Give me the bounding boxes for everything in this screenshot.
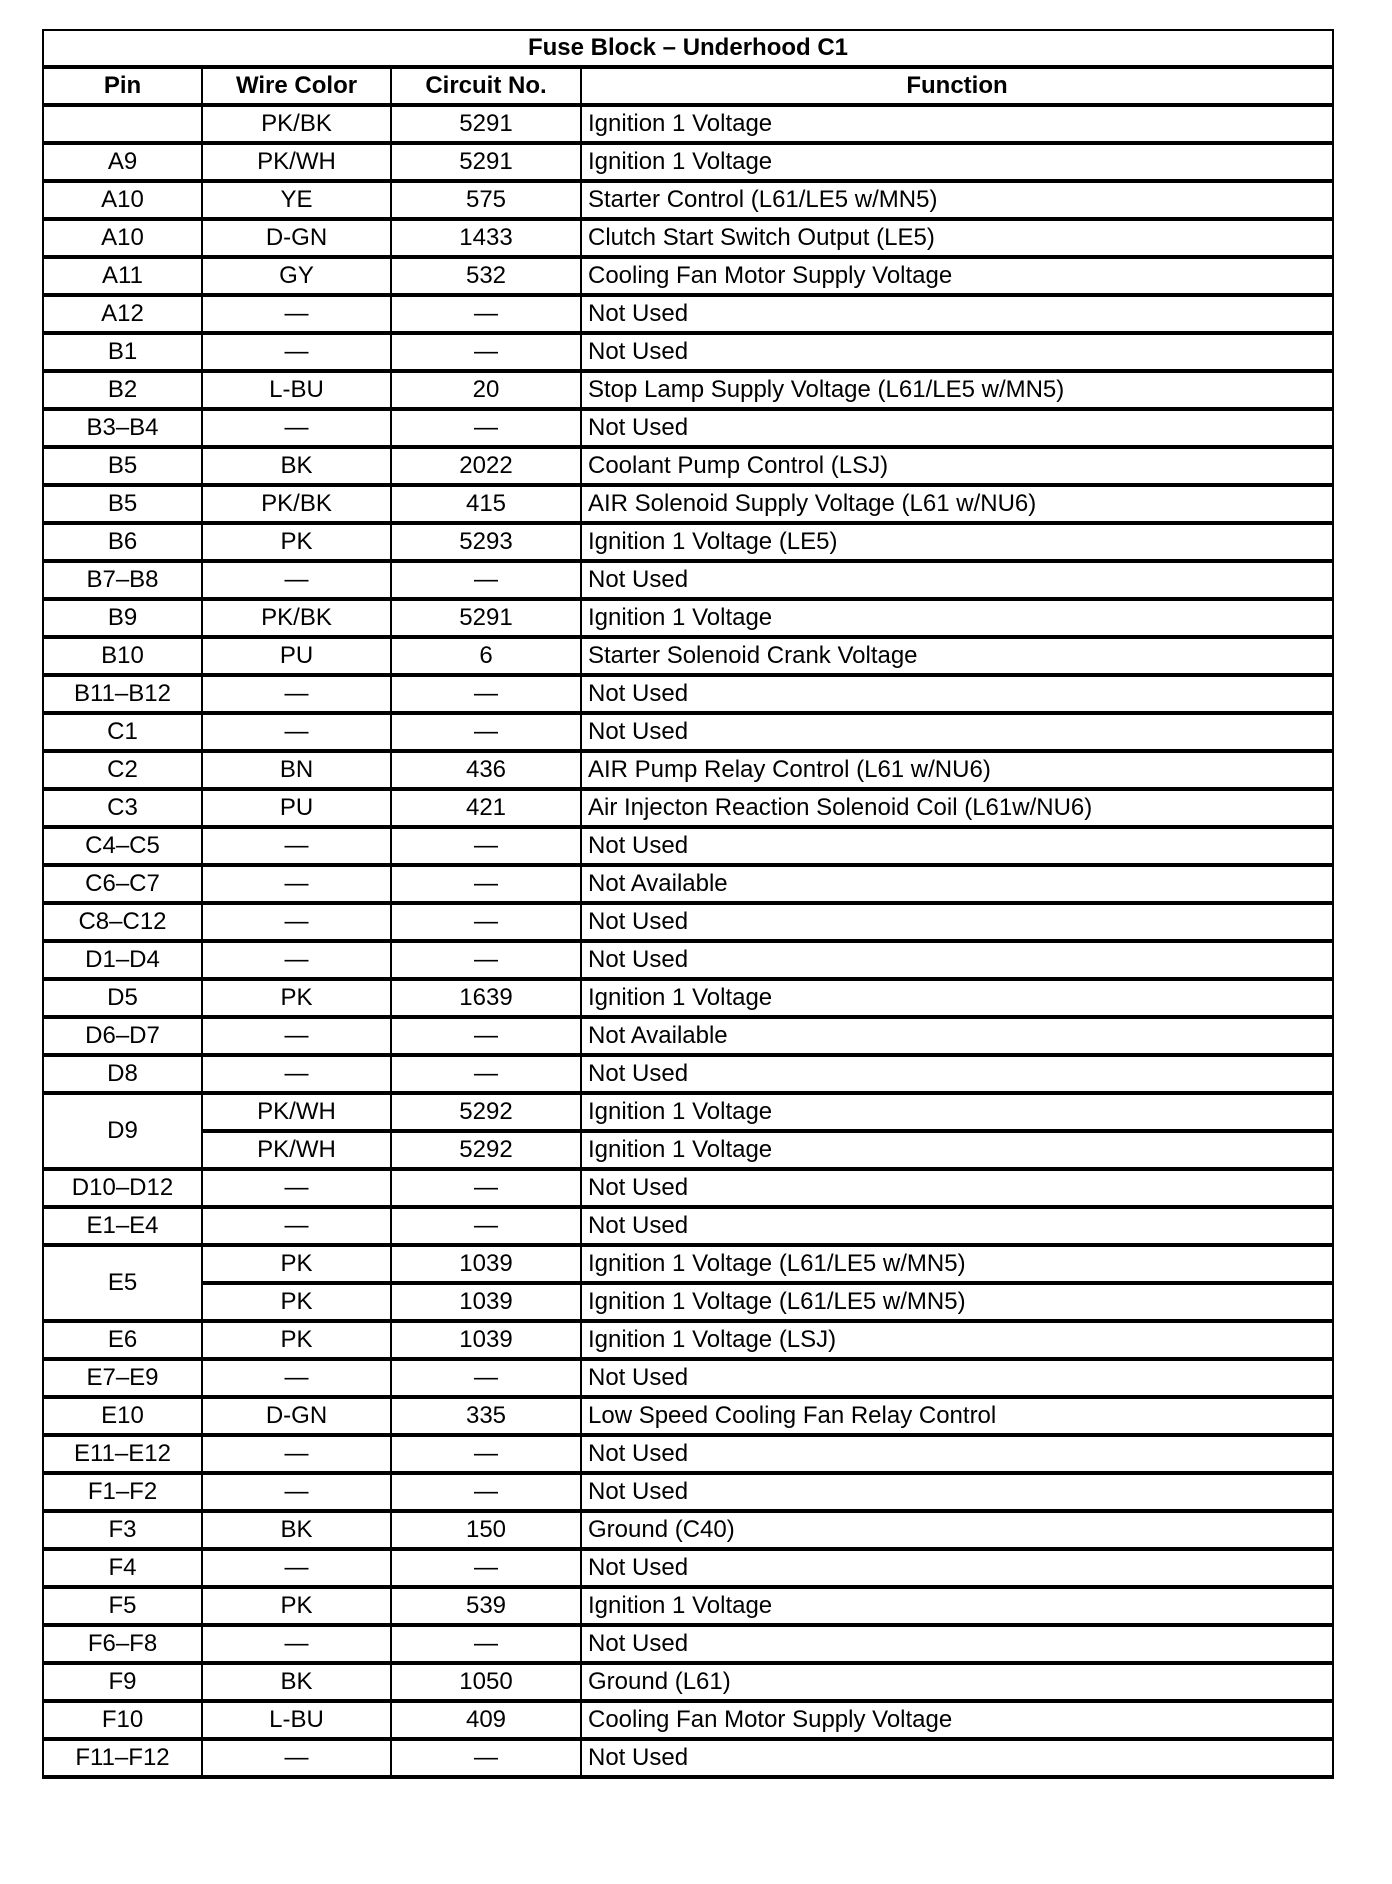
wire-color-cell: — <box>202 1169 391 1207</box>
pin-cell: B10 <box>43 637 202 675</box>
pin-cell: E5 <box>43 1245 202 1321</box>
wire-color-cell: GY <box>202 257 391 295</box>
function-cell: Ground (L61) <box>581 1663 1333 1701</box>
table-row <box>43 257 1333 295</box>
wire-color-cell: PK/BK <box>202 105 391 143</box>
pin-cell: E11–E12 <box>43 1435 202 1473</box>
wire-color-cell: BN <box>202 751 391 789</box>
wire-color-cell: PK <box>202 523 391 561</box>
pin-cell: F5 <box>43 1587 202 1625</box>
pin-cell: B5 <box>43 447 202 485</box>
wire-color-cell: YE <box>202 181 391 219</box>
function-cell: Ignition 1 Voltage <box>581 1093 1333 1131</box>
table-row <box>43 1739 1333 1777</box>
table-row <box>43 1397 1333 1435</box>
table-row <box>43 903 1333 941</box>
table-row <box>43 409 1333 447</box>
circuit-no-cell: — <box>391 1549 581 1587</box>
table-row <box>43 865 1333 903</box>
pin-cell: F3 <box>43 1511 202 1549</box>
table-row <box>43 979 1333 1017</box>
table-row <box>43 1093 1333 1131</box>
pin-cell: F10 <box>43 1701 202 1739</box>
function-cell: Cooling Fan Motor Supply Voltage <box>581 1701 1333 1739</box>
wire-color-cell: — <box>202 333 391 371</box>
table-row <box>43 1625 1333 1663</box>
wire-color-cell: — <box>202 409 391 447</box>
pin-cell: B11–B12 <box>43 675 202 713</box>
circuit-no-cell: 1039 <box>391 1245 581 1283</box>
wire-color-cell: — <box>202 1739 391 1777</box>
pin-cell: B2 <box>43 371 202 409</box>
pin-cell: D1–D4 <box>43 941 202 979</box>
pin-cell: E6 <box>43 1321 202 1359</box>
wire-color-cell: L-BU <box>202 1701 391 1739</box>
circuit-no-cell: — <box>391 1625 581 1663</box>
function-cell: Starter Control (L61/LE5 w/MN5) <box>581 181 1333 219</box>
wire-color-cell: BK <box>202 1663 391 1701</box>
table-row <box>43 1663 1333 1701</box>
circuit-no-cell: 1050 <box>391 1663 581 1701</box>
pin-cell: A9 <box>43 143 202 181</box>
table-row <box>43 1055 1333 1093</box>
circuit-no-cell: 409 <box>391 1701 581 1739</box>
circuit-no-cell: 6 <box>391 637 581 675</box>
wire-color-cell: PK/WH <box>202 143 391 181</box>
table-row <box>43 713 1333 751</box>
circuit-no-cell: — <box>391 561 581 599</box>
function-cell: Cooling Fan Motor Supply Voltage <box>581 257 1333 295</box>
function-cell: Not Used <box>581 1055 1333 1093</box>
pin-cell <box>43 105 202 143</box>
wire-color-cell: — <box>202 1207 391 1245</box>
pin-cell: A10 <box>43 181 202 219</box>
circuit-no-cell: 5292 <box>391 1093 581 1131</box>
function-cell: Not Used <box>581 1169 1333 1207</box>
function-cell: Ignition 1 Voltage <box>581 979 1333 1017</box>
table-row <box>43 1131 1333 1169</box>
circuit-no-cell: 5291 <box>391 143 581 181</box>
wire-color-cell: BK <box>202 1511 391 1549</box>
table-row <box>43 1245 1333 1283</box>
pin-cell: D6–D7 <box>43 1017 202 1055</box>
wire-color-cell: PU <box>202 637 391 675</box>
wire-color-cell: PK/WH <box>202 1131 391 1169</box>
table-row <box>43 1473 1333 1511</box>
function-cell: Ignition 1 Voltage <box>581 1131 1333 1169</box>
circuit-no-cell: 532 <box>391 257 581 295</box>
wire-color-cell: PK <box>202 1283 391 1321</box>
wire-color-cell: D-GN <box>202 1397 391 1435</box>
pin-header: Pin <box>43 67 202 105</box>
table-row <box>43 1321 1333 1359</box>
circuit-no-cell: 2022 <box>391 447 581 485</box>
table-row <box>43 827 1333 865</box>
table-row <box>43 1017 1333 1055</box>
function-cell: Starter Solenoid Crank Voltage <box>581 637 1333 675</box>
wire-color-cell: PU <box>202 789 391 827</box>
table-row <box>43 485 1333 523</box>
circuit-no-cell: 415 <box>391 485 581 523</box>
circuit-no-cell: — <box>391 1017 581 1055</box>
function-cell: Not Used <box>581 675 1333 713</box>
circuit-no-cell: — <box>391 1473 581 1511</box>
wire-color-cell: L-BU <box>202 371 391 409</box>
circuit-no-cell: 1039 <box>391 1321 581 1359</box>
table-title: Fuse Block – Underhood C1 <box>43 30 1333 67</box>
circuit-no-cell: — <box>391 827 581 865</box>
wire-color-cell: — <box>202 941 391 979</box>
function-cell: Not Used <box>581 333 1333 371</box>
circuit-no-cell: — <box>391 1207 581 1245</box>
function-header: Function <box>581 67 1333 105</box>
pin-cell: B7–B8 <box>43 561 202 599</box>
table-row <box>43 1511 1333 1549</box>
pin-cell: A10 <box>43 219 202 257</box>
circuit-no-cell: — <box>391 333 581 371</box>
circuit-no-cell: 335 <box>391 1397 581 1435</box>
circuit-no-cell: — <box>391 409 581 447</box>
wire-color-cell: — <box>202 903 391 941</box>
wire-color-cell: PK/BK <box>202 485 391 523</box>
function-cell: Not Used <box>581 713 1333 751</box>
table-row <box>43 599 1333 637</box>
function-cell: Ignition 1 Voltage (LE5) <box>581 523 1333 561</box>
wire-color-cell: BK <box>202 447 391 485</box>
function-cell: Not Used <box>581 1435 1333 1473</box>
wire-color-cell: — <box>202 1625 391 1663</box>
pin-cell: F11–F12 <box>43 1739 202 1777</box>
function-cell: Ignition 1 Voltage <box>581 1587 1333 1625</box>
pin-cell: F1–F2 <box>43 1473 202 1511</box>
pin-cell: F6–F8 <box>43 1625 202 1663</box>
function-cell: Not Used <box>581 1625 1333 1663</box>
circuit-no-cell: — <box>391 1169 581 1207</box>
table-row <box>43 637 1333 675</box>
circuit-no-cell: 20 <box>391 371 581 409</box>
pin-cell: D10–D12 <box>43 1169 202 1207</box>
circuit-no-cell: — <box>391 713 581 751</box>
table-row <box>43 675 1333 713</box>
pin-cell: B1 <box>43 333 202 371</box>
circuit-no-cell: — <box>391 1055 581 1093</box>
function-cell: Ignition 1 Voltage <box>581 599 1333 637</box>
wire-color-cell: PK <box>202 1245 391 1283</box>
table-row <box>43 1701 1333 1739</box>
function-cell: Not Used <box>581 1549 1333 1587</box>
circuit-no-cell: 436 <box>391 751 581 789</box>
table-row <box>43 447 1333 485</box>
pin-cell: C4–C5 <box>43 827 202 865</box>
wire-color-cell: — <box>202 713 391 751</box>
table-row <box>43 371 1333 409</box>
wire-color-cell: — <box>202 1359 391 1397</box>
function-cell: Ignition 1 Voltage (LSJ) <box>581 1321 1333 1359</box>
function-cell: Not Used <box>581 295 1333 333</box>
pin-cell: B5 <box>43 485 202 523</box>
pin-cell: F4 <box>43 1549 202 1587</box>
wire-color-cell: — <box>202 827 391 865</box>
pin-cell: A11 <box>43 257 202 295</box>
table-row <box>43 333 1333 371</box>
table-body <box>43 105 1333 1777</box>
function-cell: Not Available <box>581 865 1333 903</box>
circuit-no-cell: 421 <box>391 789 581 827</box>
circuit-no-cell: — <box>391 1739 581 1777</box>
pin-cell: E10 <box>43 1397 202 1435</box>
function-cell: Low Speed Cooling Fan Relay Control <box>581 1397 1333 1435</box>
circuit-no-cell: 1039 <box>391 1283 581 1321</box>
table-row <box>43 1359 1333 1397</box>
table-row <box>43 1549 1333 1587</box>
table-row <box>43 181 1333 219</box>
circuit-no-cell: — <box>391 1435 581 1473</box>
table-row <box>43 1283 1333 1321</box>
circuit-no-cell: 5292 <box>391 1131 581 1169</box>
function-cell: Not Used <box>581 409 1333 447</box>
pin-cell: F9 <box>43 1663 202 1701</box>
pin-cell: B9 <box>43 599 202 637</box>
pin-cell: C6–C7 <box>43 865 202 903</box>
circuit-no-cell: — <box>391 1359 581 1397</box>
pin-cell: C1 <box>43 713 202 751</box>
pin-cell: C8–C12 <box>43 903 202 941</box>
table-row <box>43 789 1333 827</box>
pin-cell: E7–E9 <box>43 1359 202 1397</box>
pin-cell: D5 <box>43 979 202 1017</box>
table-row <box>43 1207 1333 1245</box>
circuit-no-header: Circuit No. <box>391 67 581 105</box>
pin-cell: B3–B4 <box>43 409 202 447</box>
function-cell: Ignition 1 Voltage (L61/LE5 w/MN5) <box>581 1245 1333 1283</box>
function-cell: AIR Pump Relay Control (L61 w/NU6) <box>581 751 1333 789</box>
circuit-no-cell: 150 <box>391 1511 581 1549</box>
function-cell: Not Available <box>581 1017 1333 1055</box>
circuit-no-cell: — <box>391 865 581 903</box>
function-cell: Not Used <box>581 1359 1333 1397</box>
wire-color-cell: — <box>202 1055 391 1093</box>
circuit-no-cell: 5293 <box>391 523 581 561</box>
circuit-no-cell: — <box>391 941 581 979</box>
table-row <box>43 143 1333 181</box>
pin-cell: E1–E4 <box>43 1207 202 1245</box>
pin-cell: C3 <box>43 789 202 827</box>
fuse-block-table <box>42 29 1334 1779</box>
function-cell: Ignition 1 Voltage <box>581 105 1333 143</box>
function-cell: Not Used <box>581 941 1333 979</box>
wire-color-cell: — <box>202 865 391 903</box>
table-row <box>43 1435 1333 1473</box>
function-cell: Not Used <box>581 903 1333 941</box>
function-cell: Clutch Start Switch Output (LE5) <box>581 219 1333 257</box>
wire-color-cell: — <box>202 1017 391 1055</box>
table-row <box>43 1587 1333 1625</box>
wire-color-cell: — <box>202 561 391 599</box>
function-cell: Not Used <box>581 1207 1333 1245</box>
function-cell: Ground (C40) <box>581 1511 1333 1549</box>
function-cell: Stop Lamp Supply Voltage (L61/LE5 w/MN5) <box>581 371 1333 409</box>
table-row <box>43 295 1333 333</box>
wire-color-cell: — <box>202 1549 391 1587</box>
circuit-no-cell: — <box>391 675 581 713</box>
pin-cell: D9 <box>43 1093 202 1169</box>
function-cell: Not Used <box>581 561 1333 599</box>
wire-color-cell: D-GN <box>202 219 391 257</box>
table-title-row <box>43 30 1333 67</box>
pin-cell: B6 <box>43 523 202 561</box>
circuit-no-cell: 1639 <box>391 979 581 1017</box>
wire-color-cell: PK/BK <box>202 599 391 637</box>
circuit-no-cell: — <box>391 295 581 333</box>
circuit-no-cell: — <box>391 903 581 941</box>
wire-color-header: Wire Color <box>202 67 391 105</box>
pin-cell: A12 <box>43 295 202 333</box>
wire-color-cell: PK <box>202 1321 391 1359</box>
table-row <box>43 1169 1333 1207</box>
circuit-no-cell: 5291 <box>391 599 581 637</box>
table-row <box>43 561 1333 599</box>
table-header-row <box>43 67 1333 105</box>
function-cell: Coolant Pump Control (LSJ) <box>581 447 1333 485</box>
function-cell: AIR Solenoid Supply Voltage (L61 w/NU6) <box>581 485 1333 523</box>
table-row <box>43 105 1333 143</box>
function-cell: Not Used <box>581 1739 1333 1777</box>
function-cell: Air Injecton Reaction Solenoid Coil (L61w/NU6) <box>581 789 1333 827</box>
circuit-no-cell: 575 <box>391 181 581 219</box>
circuit-no-cell: 1433 <box>391 219 581 257</box>
table-row <box>43 219 1333 257</box>
table-row <box>43 523 1333 561</box>
wire-color-cell: — <box>202 295 391 333</box>
circuit-no-cell: 539 <box>391 1587 581 1625</box>
wire-color-cell: PK/WH <box>202 1093 391 1131</box>
function-cell: Ignition 1 Voltage (L61/LE5 w/MN5) <box>581 1283 1333 1321</box>
table-row <box>43 751 1333 789</box>
function-cell: Not Used <box>581 1473 1333 1511</box>
table-row <box>43 941 1333 979</box>
circuit-no-cell: 5291 <box>391 105 581 143</box>
pin-cell: C2 <box>43 751 202 789</box>
wire-color-cell: PK <box>202 1587 391 1625</box>
wire-color-cell: PK <box>202 979 391 1017</box>
function-cell: Ignition 1 Voltage <box>581 143 1333 181</box>
wire-color-cell: — <box>202 675 391 713</box>
wire-color-cell: — <box>202 1435 391 1473</box>
wire-color-cell: — <box>202 1473 391 1511</box>
pin-cell: D8 <box>43 1055 202 1093</box>
function-cell: Not Used <box>581 827 1333 865</box>
